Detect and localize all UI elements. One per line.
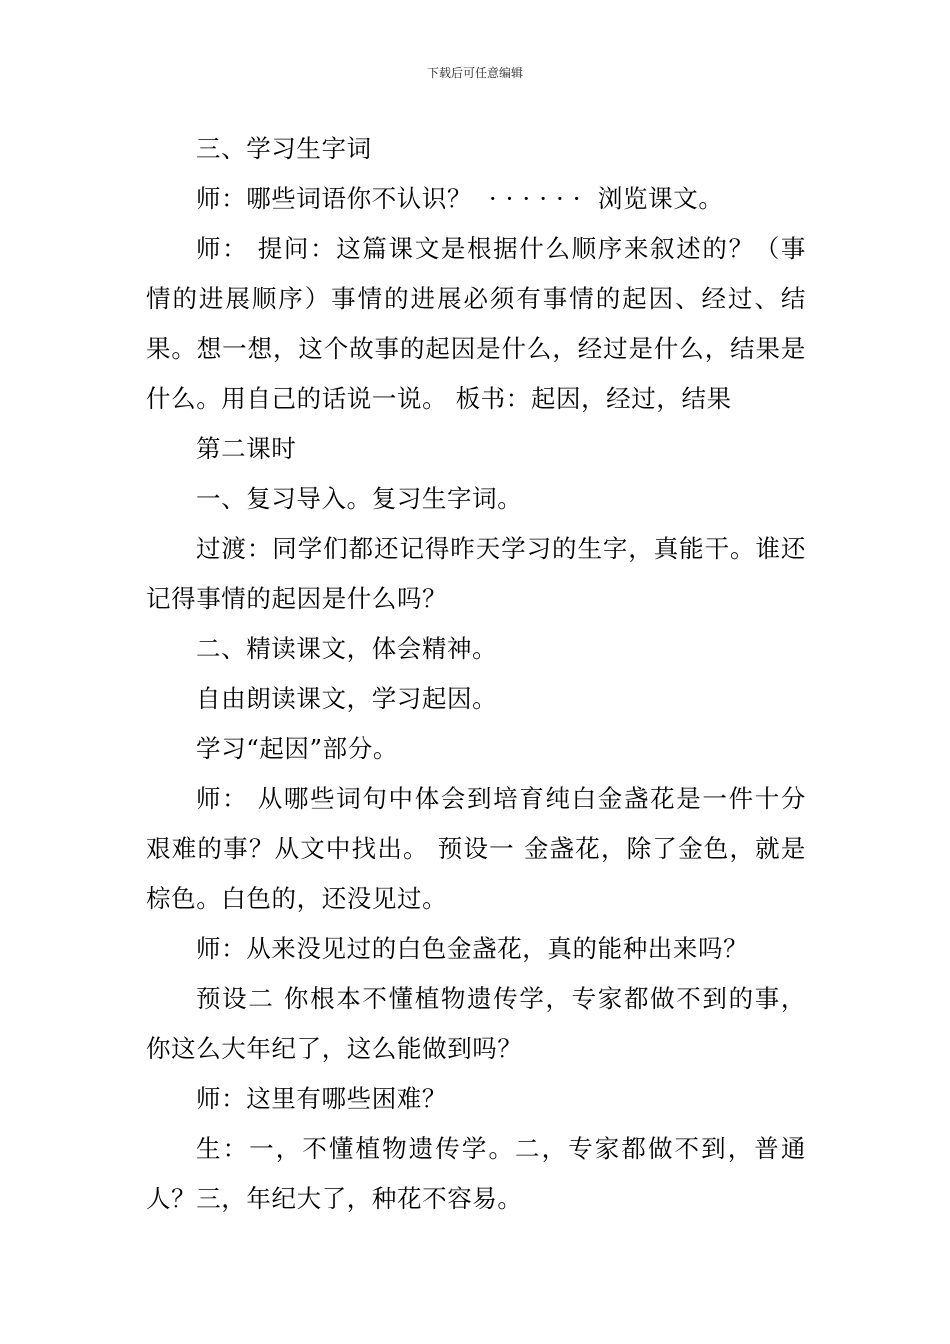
paragraph-preset-2: 预设二 你根本不懂植物遗传学，专家都做不到的事，你这么大年纪了，这么能做到吗？ (146, 984, 806, 1063)
paragraph-review-intro: 一、复习导入。复习生字词。 (196, 484, 523, 513)
document-body (146, 124, 806, 1224)
paragraph-teacher-doubt: 师：从来没见过的白色金盏花，真的能种出来吗？ (196, 934, 749, 963)
paragraph-lesson-2-heading: 第二课时 (196, 434, 297, 463)
paragraph-teacher-prompt: 师： 提问：这篇课文是根据什么顺序来叙述的？（事情的进展顺序）事情的进展必须有事情的起因、经过、结果。想一想，这个故事的起因是什么，经过是什么，结果是什么。用自己的话说一说。 板书：起因，经过，结果 (146, 234, 806, 413)
paragraph-free-reading: 自由朗读课文，学习起因。 (196, 684, 498, 713)
paragraph-teacher-difficulties: 师：这里有哪些困难？ (196, 1084, 447, 1113)
paragraph-teacher-question: 师：哪些词语你不认识？ · · · · · · 浏览课文。 (196, 184, 724, 213)
paragraph-section-3-heading: 三、学习生字词 (196, 134, 372, 163)
paragraph-student-answer: 生：一，不懂植物遗传学。二，专家都做不到，普通人？三，年纪大了，种花不容易。 (146, 1134, 806, 1213)
paragraph-transition: 过渡：同学们都还记得昨天学习的生字，真能干。谁还记得事情的起因是什么吗？ (146, 534, 806, 613)
paragraph-section-2-heading: 二、精读课文，体会精神。 (196, 634, 498, 663)
paragraph-study-cause: 学习“起因”部分。 (196, 734, 398, 763)
page-header: 下载后可任意编辑 (426, 66, 523, 80)
paragraph-teacher-find: 师： 从哪些词句中体会到培育纯白金盏花是一件十分艰难的事？从文中找出。 预设一 金盏花，除了金色，就是棕色。白色的，还没见过。 (146, 784, 806, 913)
